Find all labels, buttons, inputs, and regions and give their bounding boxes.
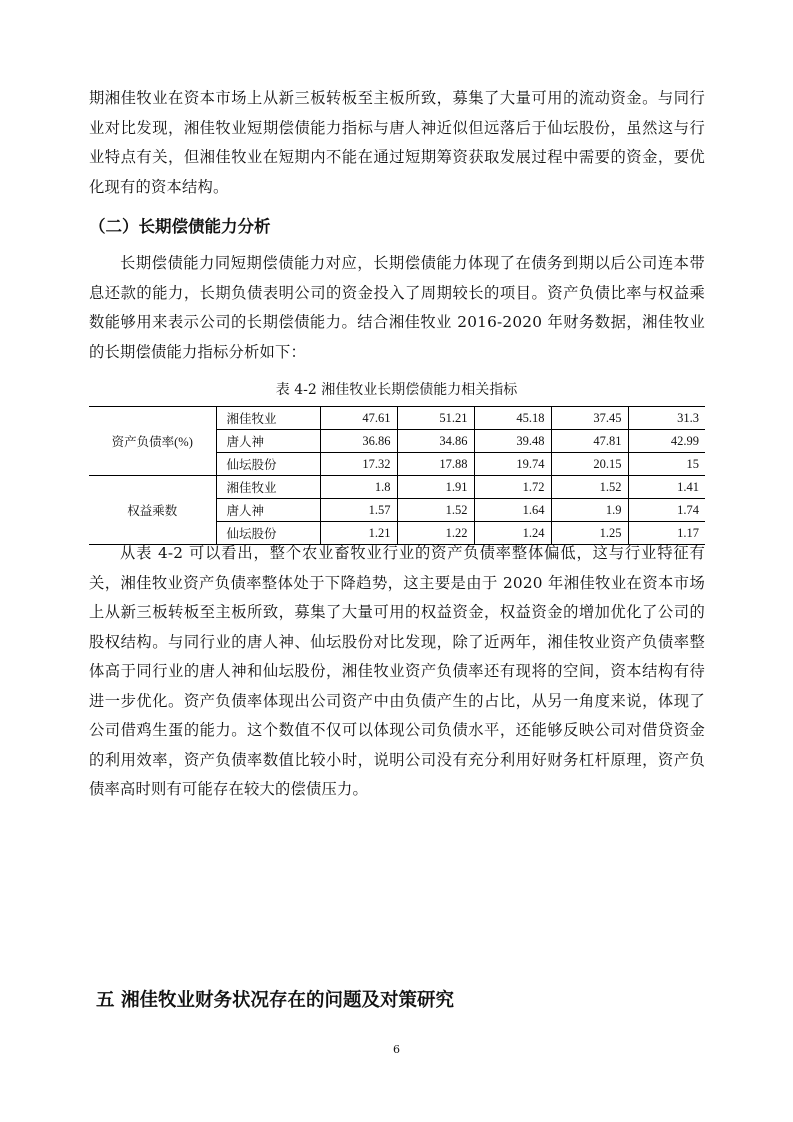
value-cell: 31.3 — [628, 407, 705, 430]
table-row — [89, 407, 705, 430]
value-cell: 1.25 — [551, 522, 628, 545]
table-caption: 表 4-2 湘佳牧业长期偿债能力相关指标 — [275, 382, 518, 398]
value-cell: 17.32 — [320, 453, 397, 476]
value-cell: 1.9 — [551, 499, 628, 522]
paragraph-continuation: 期湘佳牧业在资本市场上从新三板转板至主板所致，募集了大量可用的流动资金。与同行业对比发现，湘佳牧业短期偿债能力指标与唐人神近似但远落后于仙坛股份，虽然这与行业特点有关，但湘佳牧业在短期内不能在通过短期筹资获取发展过程中需要的资金，要优化现有的资本结构。 — [89, 89, 705, 196]
value-cell: 1.52 — [551, 476, 628, 499]
value-cell: 1.24 — [474, 522, 551, 545]
value-cell: 1.22 — [397, 522, 474, 545]
value-cell: 1.17 — [628, 522, 705, 545]
value-cell: 1.21 — [320, 522, 397, 545]
company-name-cell: 仙坛股份 — [216, 522, 320, 545]
company-name-cell: 唐人神 — [216, 499, 320, 522]
company-name-cell: 仙坛股份 — [216, 453, 320, 476]
paragraph-table-analysis: 从表 4-2 可以看出，整个农业畜牧业行业的资产负债率整体偏低，这与行业特征有关，湘佳牧业资产负债率整体处于下降趋势，这主要是由于 2020 年湘佳牧业在资本市场上从新三板转板至主板所致，募集了大量可用的权益资金，权益资金的增加优化了公司的股权结构。与同行业的唐人神、仙坛股份对比发现，除了近两年，湘佳牧业资产负债率整体高于同行业的唐人神和仙坛股份，湘佳牧业资产负债率还有现将的空间，资本结构有待进一步优化。资产负债率体现出公司资产中由负债产生的占比，从另一角度来说，体现了公司借鸡生蛋的能力。这个数值不仅可以体现公司负债水平，还能够反映公司对借贷资金的利用效率，资产负债率数值比较小时，说明公司没有充分利用好财务杠杆原理，资产负债率高时则有可能存在较大的偿债压力。 — [89, 544, 705, 798]
company-name-cell: 湘佳牧业 — [216, 476, 320, 499]
row-group-label: 权益乘数 — [89, 476, 216, 545]
page-number: 6 — [393, 1043, 400, 1056]
company-name-cell: 唐人神 — [216, 430, 320, 453]
section-heading-long-term-solvency: （二）长期偿债能力分析 — [89, 217, 271, 236]
value-cell: 20.15 — [551, 453, 628, 476]
value-cell: 1.41 — [628, 476, 705, 499]
value-cell: 1.57 — [320, 499, 397, 522]
company-name-cell: 湘佳牧业 — [216, 407, 320, 430]
row-group-label: 资产负债率(%) — [89, 407, 216, 476]
value-cell: 39.48 — [474, 430, 551, 453]
value-cell: 19.74 — [474, 453, 551, 476]
chapter-heading-problems-countermeasures: 五 湘佳牧业财务状况存在的问题及对策研究 — [96, 990, 454, 1011]
value-cell: 1.8 — [320, 476, 397, 499]
value-cell: 47.61 — [320, 407, 397, 430]
value-cell: 45.18 — [474, 407, 551, 430]
value-cell: 1.91 — [397, 476, 474, 499]
value-cell: 51.21 — [397, 407, 474, 430]
value-cell: 36.86 — [320, 430, 397, 453]
paragraph-intro-long-term: 长期偿债能力同短期偿债能力对应，长期偿债能力体现了在债务到期以后公司连本带息还款的能力，长期负债表明公司的资金投入了周期较长的项目。资产负债比率与权益乘数能够用来表示公司的长期偿债能力。结合湘佳牧业 2016-2020 年财务数据，湘佳牧业的长期偿债能力指标分析如下： — [89, 254, 705, 361]
value-cell: 17.88 — [397, 453, 474, 476]
table-row — [89, 476, 705, 499]
value-cell: 1.74 — [628, 499, 705, 522]
value-cell: 47.81 — [551, 430, 628, 453]
value-cell: 37.45 — [551, 407, 628, 430]
value-cell: 1.64 — [474, 499, 551, 522]
value-cell: 1.52 — [397, 499, 474, 522]
value-cell: 15 — [628, 453, 705, 476]
value-cell: 42.99 — [628, 430, 705, 453]
value-cell: 34.86 — [397, 430, 474, 453]
value-cell: 1.72 — [474, 476, 551, 499]
solvency-indicator-table — [89, 406, 705, 545]
